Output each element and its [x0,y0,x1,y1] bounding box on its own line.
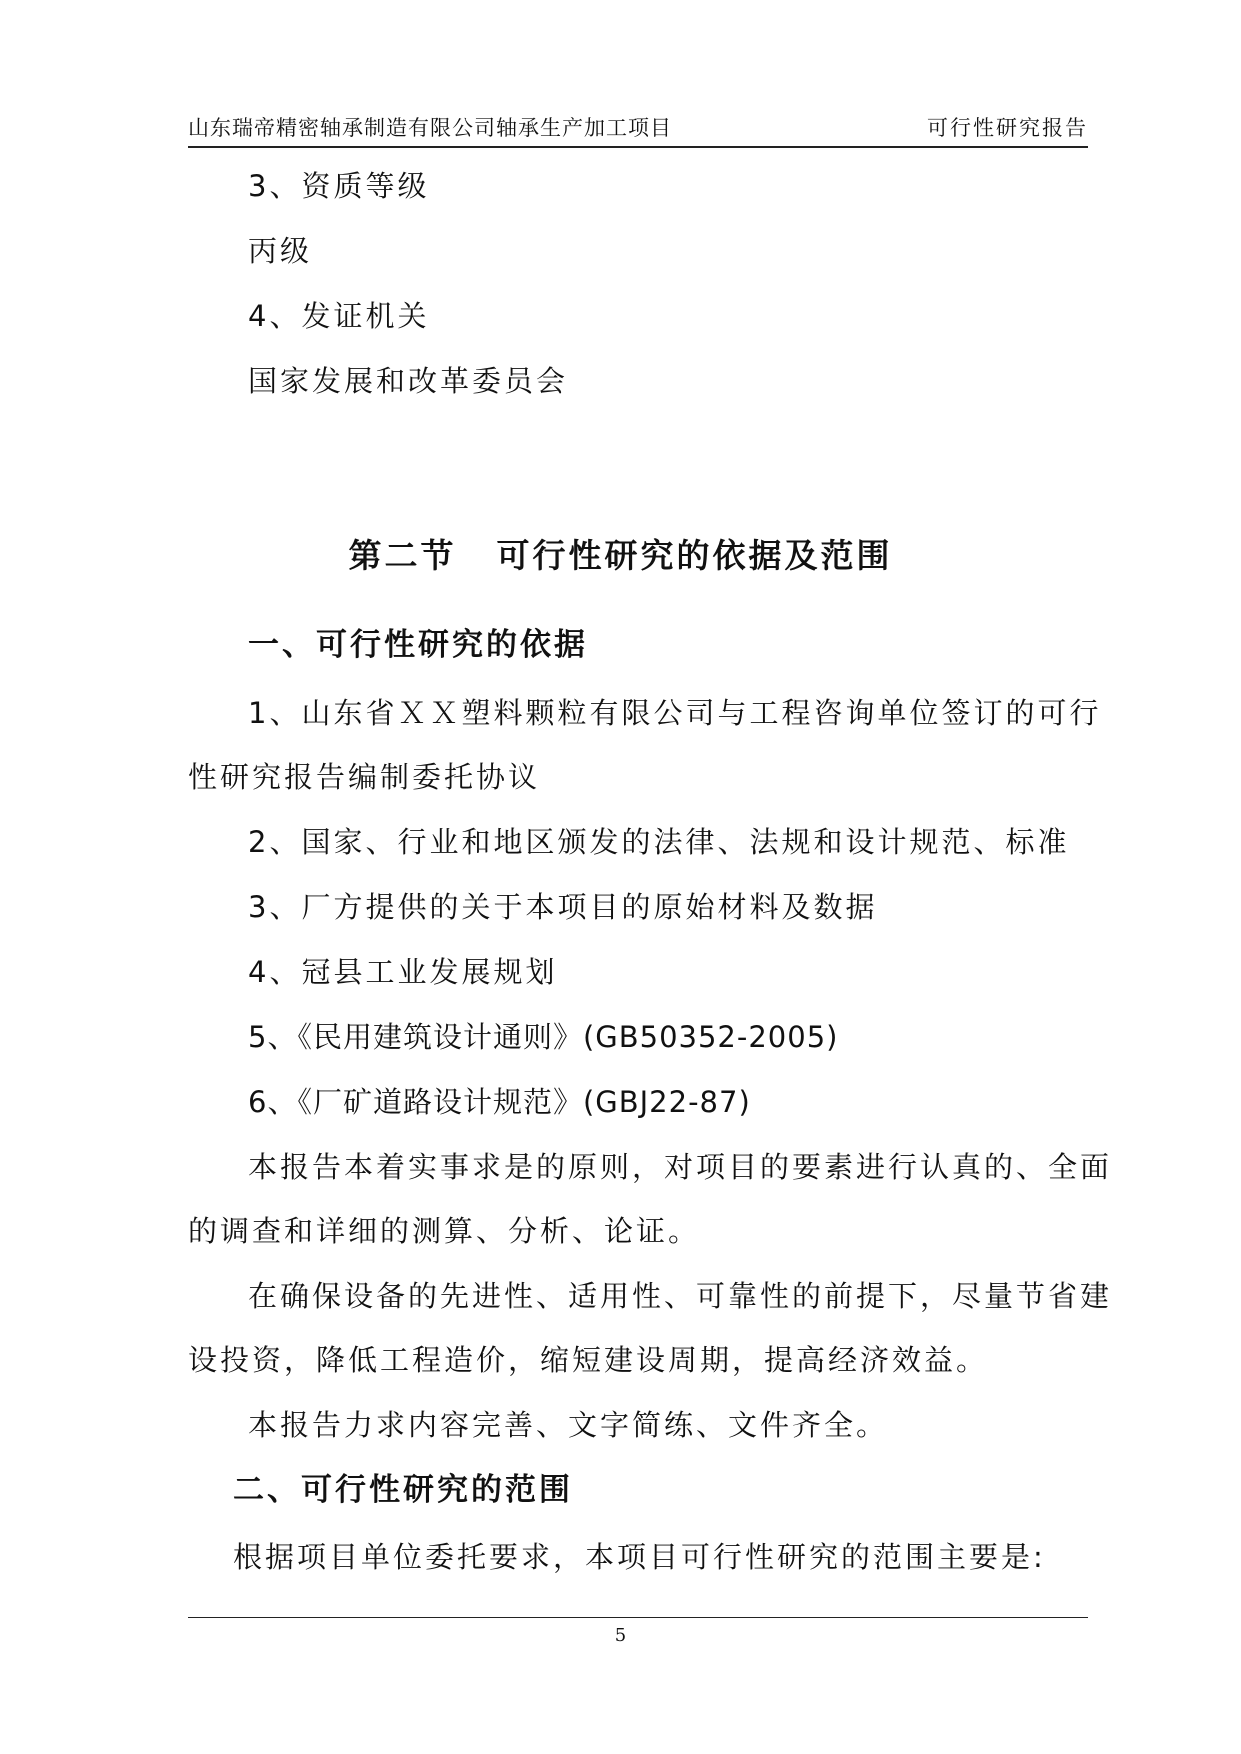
basis-item-1-line-1: 1、山东省ＸＸ塑料颗粒有限公司与工程咨询单位签订的可行 [248,696,1102,730]
scope-paragraph-1: 根据项目单位委托要求，本项目可行性研究的范围主要是: [233,1540,1046,1574]
basis-paragraph-1-line-2: 的调查和详细的测算、分析、论证。 [188,1214,701,1248]
scope-heading: 二、可行性研究的范围 [233,1472,573,1508]
footer-rule [188,1617,1088,1618]
header-report-type: 可行性研究报告 [927,116,1088,140]
basis-item-2: 2、国家、行业和地区颁发的法律、法规和设计规范、标准 [248,825,1070,859]
section-title-text: 可行性研究的依据及范围 [496,536,893,575]
basis-paragraph-2-line-1: 在确保设备的先进性、适用性、可靠性的前提下，尽量节省建 [248,1279,1113,1313]
issuing-authority-value: 国家发展和改革委员会 [248,364,569,398]
basis-heading: 一、可行性研究的依据 [248,627,588,663]
basis-item-1-line-2: 性研究报告编制委托协议 [188,760,541,794]
basis-paragraph-1-line-1: 本报告本着实事求是的原则，对项目的要素进行认真的、全面 [248,1150,1113,1184]
page-number: 5 [614,1625,627,1646]
section-title [0,530,1241,577]
basis-paragraph-2-line-2: 设投资，降低工程造价，缩短建设周期，提高经济效益。 [188,1343,989,1377]
issuing-authority-label: 4、发证机关 [248,299,430,333]
basis-item-3: 3、厂方提供的关于本项目的原始材料及数据 [248,890,878,924]
basis-item-4: 4、冠县工业发展规划 [248,955,558,989]
qualification-label: 3、资质等级 [248,169,430,203]
basis-item-6: 6、《厂矿道路设计规范》(GBJ22-87) [248,1085,751,1119]
qualification-value: 丙级 [248,234,313,268]
page-header [188,112,1088,148]
basis-item-5: 5、《民用建筑设计通则》(GB50352-2005) [248,1020,839,1054]
header-project-title: 山东瑞帝精密轴承制造有限公司轴承生产加工项目 [188,116,672,140]
section-number: 第二节 [348,536,457,575]
basis-paragraph-3: 本报告力求内容完善、文字简练、文件齐全。 [248,1408,889,1442]
